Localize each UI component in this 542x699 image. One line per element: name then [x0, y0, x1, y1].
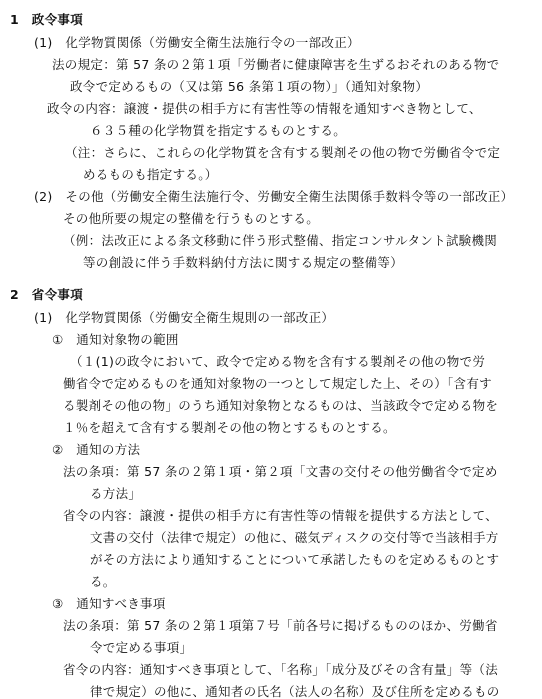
item-1-text-line-1: （１(1)の政令において、政令で定める物を含有する製剤その他の物で労	[70, 354, 486, 369]
item-1-text-line-3: る製剤その他の物」のうち通知対象物となるものは、当該政令で定める物を	[63, 398, 499, 413]
item-1-text-line-2: 働省令で定めるものを通知対象物の一つとして規定した上、その）「含有す	[63, 376, 492, 391]
section-2-heading: 2 省令事項	[10, 287, 83, 302]
subsection-1-1-heading: (1) 化学物質関係（労働安全衛生法施行令の一部改正）	[34, 35, 360, 50]
item-3-law-line-2: 令で定める事項」	[90, 640, 193, 655]
item-3-content-line-2: 律で規定）の他に、通知者の氏名（法人の名称）及び住所を定めるもの	[90, 684, 500, 699]
note-line-2: めるものも指定する。）	[83, 167, 218, 182]
subsection-2-1-heading: (1) 化学物質関係（労働安全衛生規則の一部改正）	[34, 310, 335, 325]
subsection-1-2-heading: (2) その他（労働安全衛生法施行令、労働安全衛生法関係手数料令等の一部改正）	[34, 189, 514, 204]
other-provision-line: その他所要の規定の整備を行うものとする。	[63, 211, 320, 226]
item-2-content-line-3: がその方法により通知することについて承諾したものを定めるものとす	[90, 552, 500, 567]
item-3-content-line-1: 省令の内容：通知すべき事項として、「名称」「成分及びその含有量」等（法	[63, 662, 499, 677]
section-1-heading: 1 政令事項	[10, 12, 83, 27]
ordinance-content-line-2: ６３５種の化学物質を指定するものとする。	[90, 123, 347, 138]
item-2-content-line-4: る。	[90, 574, 116, 589]
item-2-heading: ② 通知の方法	[52, 442, 141, 457]
item-3-law-line-1: 法の条項：第 57 条の２第１項第７号「前各号に掲げるもののほか、労働省	[63, 618, 498, 633]
item-2-content-line-1: 省令の内容：譲渡・提供の相手方に有害性等の情報を提供する方法として、	[63, 508, 498, 523]
law-provision-line-1: 法の規定：第 57 条の２第１項「労働者に健康障害を生ずるおそれのある物で	[52, 57, 500, 72]
item-1-text-line-4: １％を超えて含有する製剤その他の物とするものとする。	[63, 420, 396, 435]
ordinance-content-line-1: 政令の内容：譲渡・提供の相手方に有害性等の情報を通知すべき物として、	[47, 101, 482, 116]
example-line-1: （例：法改正による条文移動に伴う形式整備、指定コンサルタント試験機関	[63, 233, 498, 248]
example-line-2: 等の創設に伴う手数料納付方法に関する規定の整備等）	[83, 255, 404, 270]
law-provision-line-2: 政令で定めるもの（又は第 56 条第１項の物）」（通知対象物）	[70, 79, 429, 94]
item-3-heading: ③ 通知すべき事項	[52, 596, 166, 611]
item-2-law-line-1: 法の条項：第 57 条の２第１項・第２項「文書の交付その他労働省令で定め	[63, 464, 498, 479]
item-2-content-line-2: 文書の交付（法律で規定）の他に、磁気ディスクの交付等で当該相手方	[90, 530, 499, 545]
item-1-heading: ① 通知対象物の範囲	[52, 332, 179, 347]
note-line-1: （注：さらに、これらの化学物質を含有する製剤その他の物で労働省令で定	[65, 145, 501, 160]
item-2-law-line-2: る方法」	[90, 486, 142, 501]
